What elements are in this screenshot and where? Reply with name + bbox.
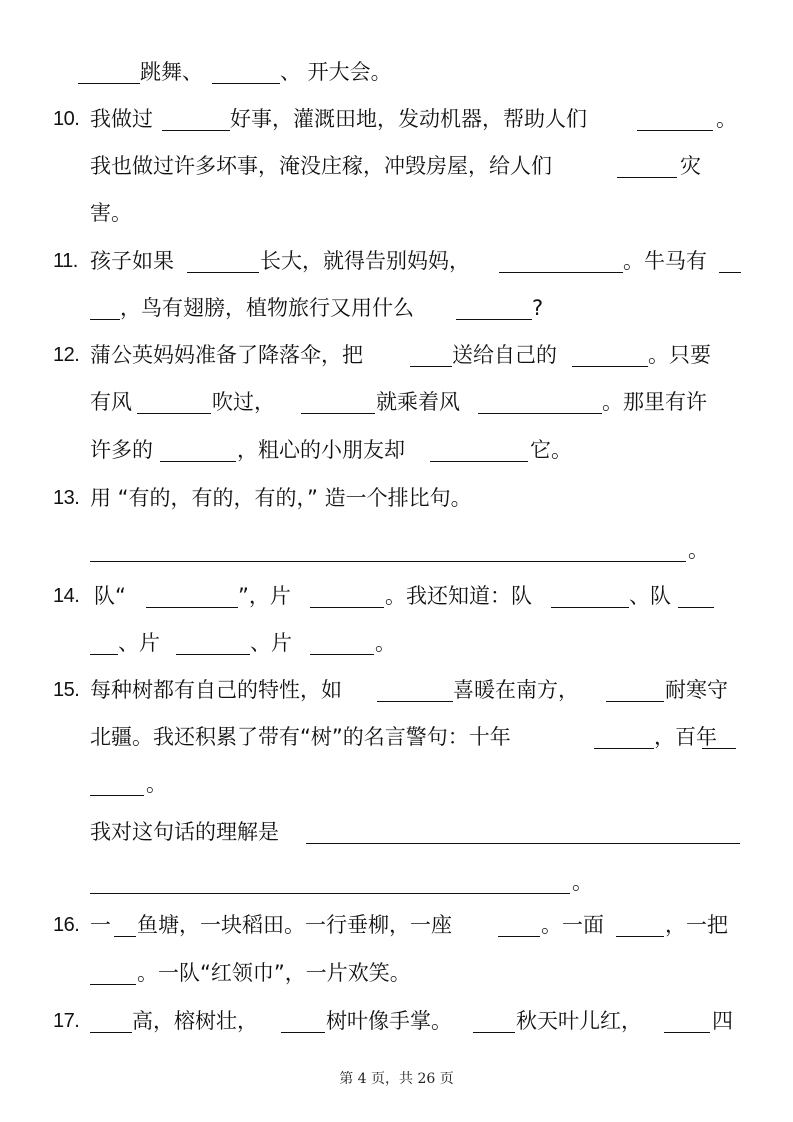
answer-blank[interactable] (78, 83, 140, 84)
question-number: 11. (53, 250, 78, 272)
text-line (0, 382, 793, 422)
answer-blank[interactable] (90, 319, 120, 320)
answer-blank[interactable] (430, 461, 528, 462)
question-text: ，一把 (665, 913, 728, 937)
question-text: 。 (688, 538, 709, 562)
question-text: 。我还知道：队 (385, 584, 532, 608)
answer-blank[interactable] (410, 366, 452, 367)
text-line (0, 764, 793, 804)
answer-blank[interactable] (90, 1032, 132, 1033)
answer-blank[interactable] (719, 272, 741, 273)
question-text: 灾 (680, 154, 701, 178)
answer-blank[interactable] (306, 843, 740, 844)
question-number: 10. (53, 108, 80, 130)
question-text: 许多的 (90, 438, 153, 462)
question-text: 长大，就得告别妈妈， (260, 249, 470, 273)
question-text: 每种树都有自己的特性，如 (90, 678, 342, 702)
question-text: 、 开大会。 (280, 60, 392, 84)
question-text: 。那里有许 (602, 390, 707, 414)
answer-blank[interactable] (281, 1032, 325, 1033)
question-text: 树叶像手掌。 (326, 1009, 452, 1033)
text-line (0, 288, 793, 328)
question-text: 。 (572, 870, 593, 894)
question-text: 秋天叶儿红， (516, 1009, 642, 1033)
answer-blank[interactable] (146, 607, 238, 608)
text-line (0, 146, 793, 186)
answer-blank[interactable] (90, 984, 136, 985)
question-text: ，鸟有翅膀，植物旅行又用什么 (120, 296, 414, 320)
question-text: 四 (712, 1009, 733, 1033)
answer-blank[interactable] (301, 413, 375, 414)
question-text: 。 (375, 631, 396, 655)
answer-blank[interactable] (637, 130, 713, 131)
question-text: 。 (716, 107, 737, 131)
text-line (0, 241, 793, 281)
page-footer: 第 4 页，共 26 页 (339, 1071, 454, 1087)
question-number: 13. (53, 487, 80, 509)
question-text: 有风 (90, 390, 132, 414)
answer-blank[interactable] (499, 272, 623, 273)
text-line (0, 576, 793, 616)
text-line (0, 193, 793, 233)
question-text: 。 (146, 772, 167, 796)
text-line (0, 335, 793, 375)
question-text: 。一面 (541, 913, 604, 937)
question-text: 、片 (250, 631, 292, 655)
question-text: 我也做过许多坏事，淹没庄稼，冲毁房屋，给人们 (90, 154, 552, 178)
text-line (0, 862, 793, 902)
answer-blank[interactable] (90, 795, 144, 796)
question-text: 好事，灌溉田地，发动机器，帮助人们 (230, 107, 587, 131)
text-line (0, 905, 793, 945)
text-line (0, 1001, 793, 1041)
question-text: ，粗心的小朋友却 (237, 438, 405, 462)
question-number: 17. (53, 1010, 80, 1032)
question-text: 跳舞、 (140, 60, 203, 84)
text-line (0, 717, 793, 757)
answer-blank[interactable] (456, 319, 532, 320)
text-line (0, 430, 793, 470)
question-text: 我对这句话的理解是 (90, 820, 279, 844)
question-number: 16. (53, 914, 80, 936)
text-line (0, 530, 793, 570)
text-line (0, 99, 793, 139)
question-text: ，百年 (654, 725, 717, 749)
question-text: 北疆。我还积累了带有“树”的名言警句：十年 (90, 725, 511, 749)
question-text: 一 (90, 913, 111, 937)
answer-blank[interactable] (702, 748, 736, 749)
answer-blank[interactable] (187, 272, 259, 273)
question-text: 用 “有的，有的，有的，” 造一个排比句。 (90, 486, 472, 510)
text-line (0, 670, 793, 710)
question-text: 害。 (90, 201, 132, 225)
answer-blank[interactable] (114, 936, 136, 937)
question-text: 它。 (530, 438, 572, 462)
question-text: 鱼塘，一块稻田。一行垂柳，一座 (137, 913, 452, 937)
answer-blank[interactable] (617, 177, 677, 178)
answer-blank[interactable] (572, 366, 648, 367)
text-line (0, 953, 793, 993)
answer-blank[interactable] (377, 701, 453, 702)
answer-blank[interactable] (606, 701, 664, 702)
question-text: 高，榕树壮， (132, 1009, 258, 1033)
answer-blank[interactable] (551, 607, 629, 608)
question-text: 。一队“红领巾”，一片欢笑。 (137, 961, 411, 985)
question-number: 15. (53, 679, 80, 701)
question-text: ? (532, 296, 544, 320)
answer-blank[interactable] (90, 893, 570, 894)
answer-blank[interactable] (498, 936, 540, 937)
question-text: 、队 (629, 584, 671, 608)
question-text: 送给自己的 (452, 343, 557, 367)
question-text: 蒲公英妈妈准备了降落伞，把 (90, 343, 363, 367)
answer-blank[interactable] (594, 748, 654, 749)
question-number: 12. (53, 344, 80, 366)
question-text: 耐寒守 (665, 678, 728, 702)
text-line (0, 623, 793, 663)
text-line (0, 812, 793, 852)
answer-blank[interactable] (616, 936, 664, 937)
answer-blank[interactable] (664, 1032, 710, 1033)
answer-blank[interactable] (90, 561, 686, 562)
answer-blank[interactable] (478, 413, 602, 414)
answer-blank[interactable] (137, 413, 211, 414)
question-text: 我做过 (90, 107, 153, 131)
question-text: 、片 (118, 631, 160, 655)
question-number: 14. (53, 585, 80, 607)
answer-blank[interactable] (310, 654, 374, 655)
answer-blank[interactable] (310, 607, 384, 608)
answer-blank[interactable] (212, 83, 280, 84)
answer-blank[interactable] (176, 654, 250, 655)
answer-blank[interactable] (473, 1032, 515, 1033)
question-text: 喜暖在南方， (453, 678, 579, 702)
question-text: 吹过， (212, 390, 275, 414)
answer-blank[interactable] (160, 461, 236, 462)
question-text: 队“ (94, 584, 126, 608)
question-text: 。只要 (648, 343, 711, 367)
question-text: ”，片 (238, 584, 291, 608)
question-text: 。牛马有 (623, 249, 707, 273)
question-text: 孩子如果 (90, 249, 174, 273)
answer-blank[interactable] (162, 130, 230, 131)
text-line (0, 478, 793, 518)
question-text: 就乘着风 (376, 390, 460, 414)
text-line (0, 52, 793, 92)
answer-blank[interactable] (90, 654, 118, 655)
answer-blank[interactable] (678, 607, 714, 608)
